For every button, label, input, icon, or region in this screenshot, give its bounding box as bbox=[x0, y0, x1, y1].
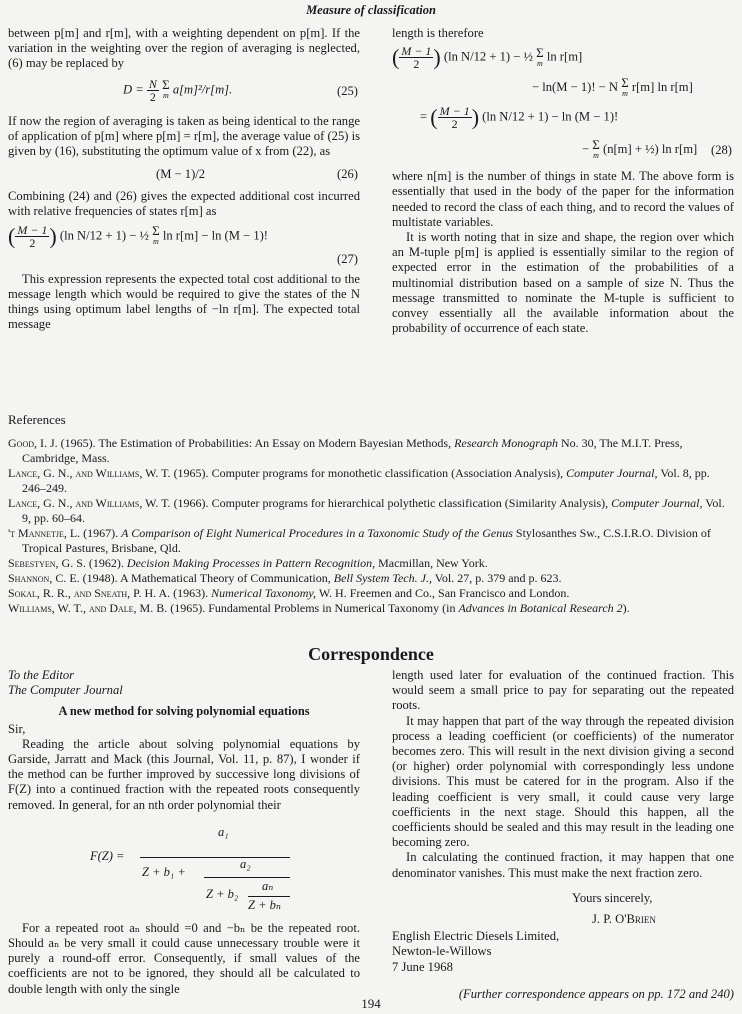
paragraph: For a repeated root aₙ should =0 and −bₙ be the repeated root. Should aₙ be very small it could cause unnecessary trouble were it purely a round-off error. Consequently, if small values of the coefficients are not to be ignored, they should all be calculated to double length with only the single bbox=[8, 920, 360, 996]
paragraph: This expression represents the expected total cost additional to the message length which would be required to give the states of the N things using optimum label lengths of −ln r[m]. The expected total message bbox=[8, 271, 360, 332]
paragraph: length is therefore bbox=[392, 26, 484, 40]
equation-number: (25) bbox=[337, 83, 358, 98]
reference-item: Lance, G. N., and Williams, W. T. (1966). Computer programs for hierarchical polythetic classification (Similarity Analysis), Computer Journal, Vol. 9, pp. 60–64. bbox=[8, 496, 725, 525]
fraction: $\frac{M - 1}{2}$ bbox=[439, 104, 470, 132]
reference-item: Shannon, C. E. (1948). A Mathematical Theory of Communication, Bell System Tech. J., Vol. 27, p. 379 and p. 623. bbox=[8, 571, 562, 585]
paragraph: It may happen that part of the way through the repeated division process a leading coefficient (or coefficients) of the numerator becomes zero. This will result in the next division giving a second (or higher) order polynomial with correspondingly less undone divisions. This must be catered for in the program. Also if the leading coefficient is very small, it could cause very large coefficients in the next stage. Should this happen, all the coefficients should be sealed and this may result in the leading one becoming zero. bbox=[392, 713, 734, 850]
running-head: Measure of classification bbox=[306, 3, 436, 17]
signature: J. P. O'Brien bbox=[592, 912, 656, 927]
paragraph: It is worth noting that in size and shape, the region over which an M-tuple p[m] is applied is essentially similar to the region of expected error in the estimation of the probabilities of a multinomial distribution based on a sample of size N. Thus the message transmitted to nominate the M-tuple is sufficient to convey essentially all the available information about the probability of occurrence of each state. bbox=[392, 230, 734, 336]
equation-number: (27) bbox=[337, 251, 358, 266]
paragraph: Reading the article about solving polynomial equations by Garside, Jarratt and Mack (this Journal, Vol. 11, p. 87), I wonder if the method can be further improved by successive long divisions of F(Z) into a continued fraction with the repeated roots consequently removed. In general, for an nth order polynomial their bbox=[8, 736, 360, 812]
reference-item: 't Mannetje, L. (1967). A Comparison of Eight Numerical Procedures in a Taxonomic Study of the Genus Stylosanthes Sw., C.S.I.R.O. Division of Tropical Pastures, Brisbane, Qld. bbox=[8, 526, 711, 555]
references-heading: References bbox=[8, 412, 66, 427]
paragraph: between p[m] and r[m], with a weighting dependent on p[m]. If the variation in the weighting over the region of averaging is neglected, (6) may be replaced by bbox=[8, 26, 360, 71]
reference-item: Williams, W. T., and Dale, M. B. (1965). Fundamental Problems in Numerical Taxonomy (in Advances in Botanical Research 2). bbox=[8, 601, 630, 615]
paragraph: Combining (24) and (26) gives the expected additional cost incurred with relative frequencies of states r[m] as bbox=[8, 189, 360, 219]
equation-26 bbox=[8, 165, 360, 185]
addressee-line: The Computer Journal bbox=[8, 683, 123, 698]
fraction: $\frac{N}{2}$ bbox=[148, 76, 157, 104]
fraction: $\frac{M - 1}{2}$ bbox=[401, 44, 432, 72]
fraction-bar bbox=[204, 877, 290, 878]
reference-item: Lance, G. N., and Williams, W. T. (1965). Computer programs for monothetic classification (Association Analysis), Computer Journal, Vol. 8, pp. 246–249. bbox=[8, 466, 710, 495]
reference-item: Sokal, R. R., and Sneath, P. H. A. (1963). Numerical Taxonomy, W. H. Freemen and Co., San Francisco and London. bbox=[8, 586, 570, 600]
affiliation: English Electric Diesels Limited, bbox=[392, 929, 560, 944]
section-title: Correspondence bbox=[308, 644, 434, 664]
sum-symbol: Σ m bbox=[621, 75, 629, 99]
left-column-top bbox=[8, 26, 360, 332]
addressee-line: To the Editor bbox=[8, 668, 75, 682]
letter-date: 7 June 1968 bbox=[392, 959, 453, 974]
affiliation: Newton-le-Willows bbox=[392, 944, 492, 959]
eq-rhs: a[m]²/r[m]. bbox=[172, 82, 233, 96]
left-column-bottom bbox=[8, 668, 360, 997]
fraction: $\frac{M - 1}{2}$ bbox=[17, 222, 48, 250]
closing: Yours sincerely, bbox=[572, 890, 653, 905]
further-correspondence-note: (Further correspondence appears on pp. 172 and 240) bbox=[458, 986, 734, 1001]
paragraph: where n[m] is the number of things in state M. The above form is essentially that used in the body of the paper for the information needed to record the class of each thing, and to record the values of multistate variables. bbox=[392, 169, 734, 229]
sum-symbol: Σ m bbox=[536, 44, 544, 68]
fraction-bar bbox=[248, 896, 290, 897]
reference-item: Sebestyen, G. S. (1962). Decision Making Processes in Pattern Recognition, Macmillan, New York. bbox=[8, 556, 488, 570]
sum-symbol: Σ m bbox=[152, 223, 160, 247]
reference-item: Good, I. J. (1965). The Estimation of Probabilities: An Essay on Modern Bayesian Methods, Research Monograph No. 30, The M.I.T. Press, Cambridge, Mass. bbox=[8, 436, 683, 465]
fraction-bar bbox=[140, 857, 290, 858]
eq-body: (M − 1)/2 bbox=[156, 167, 206, 182]
sum-symbol: Σ m bbox=[162, 77, 170, 101]
equation-28: ( $\frac{M - 1}{2}$ ) (ln N/12 + 1) − ½ Σ m ln r[m] − ln(M − 1)! − N Σ m r[m] ln r[m] = ( $\frac{M - 1}{2}$ ) (ln N/12 + 1) − ln (M − 1)! − Σ m (n[m] + ½) ln r[m] (28) bbox=[392, 44, 732, 161]
equation-number: (26) bbox=[337, 167, 358, 182]
letter-title: A new method for solving polynomial equations bbox=[58, 704, 310, 719]
paragraph: In calculating the continued fraction, it may happen that one denominator vanishes. This must make the next fraction zero. bbox=[392, 850, 734, 880]
right-column-top bbox=[392, 26, 734, 336]
sum-symbol: Σ m bbox=[592, 137, 600, 161]
equation-27: ( $\frac{M - 1}{2}$ ) (ln N/12 + 1) − ½ Σ m ln r[m] − ln (M − 1)! (27) bbox=[8, 222, 358, 266]
salutation: Sir, bbox=[8, 721, 26, 736]
equation-25 bbox=[8, 78, 360, 108]
paragraph: length used later for evaluation of the continued fraction. This would seem a small price to pay for separating out the repeated roots. bbox=[392, 668, 734, 713]
paragraph: If now the region of averaging is taken as being identical to the range of application of p[m] where p[m] = r[m], the average value of (25) is given by (16), substituting the optimum value of x from (22), as bbox=[8, 113, 360, 159]
right-column-bottom bbox=[392, 668, 734, 1002]
continued-fraction-equation: F(Z) = a₁ Z + b₁ + a₂ Z + b₂ aₙ Z + bₙ bbox=[8, 821, 360, 915]
references-list bbox=[8, 436, 736, 616]
page-number: 194 bbox=[361, 996, 381, 1011]
eq-lhs: D = bbox=[123, 82, 144, 96]
equation-number: (28) bbox=[711, 143, 732, 158]
